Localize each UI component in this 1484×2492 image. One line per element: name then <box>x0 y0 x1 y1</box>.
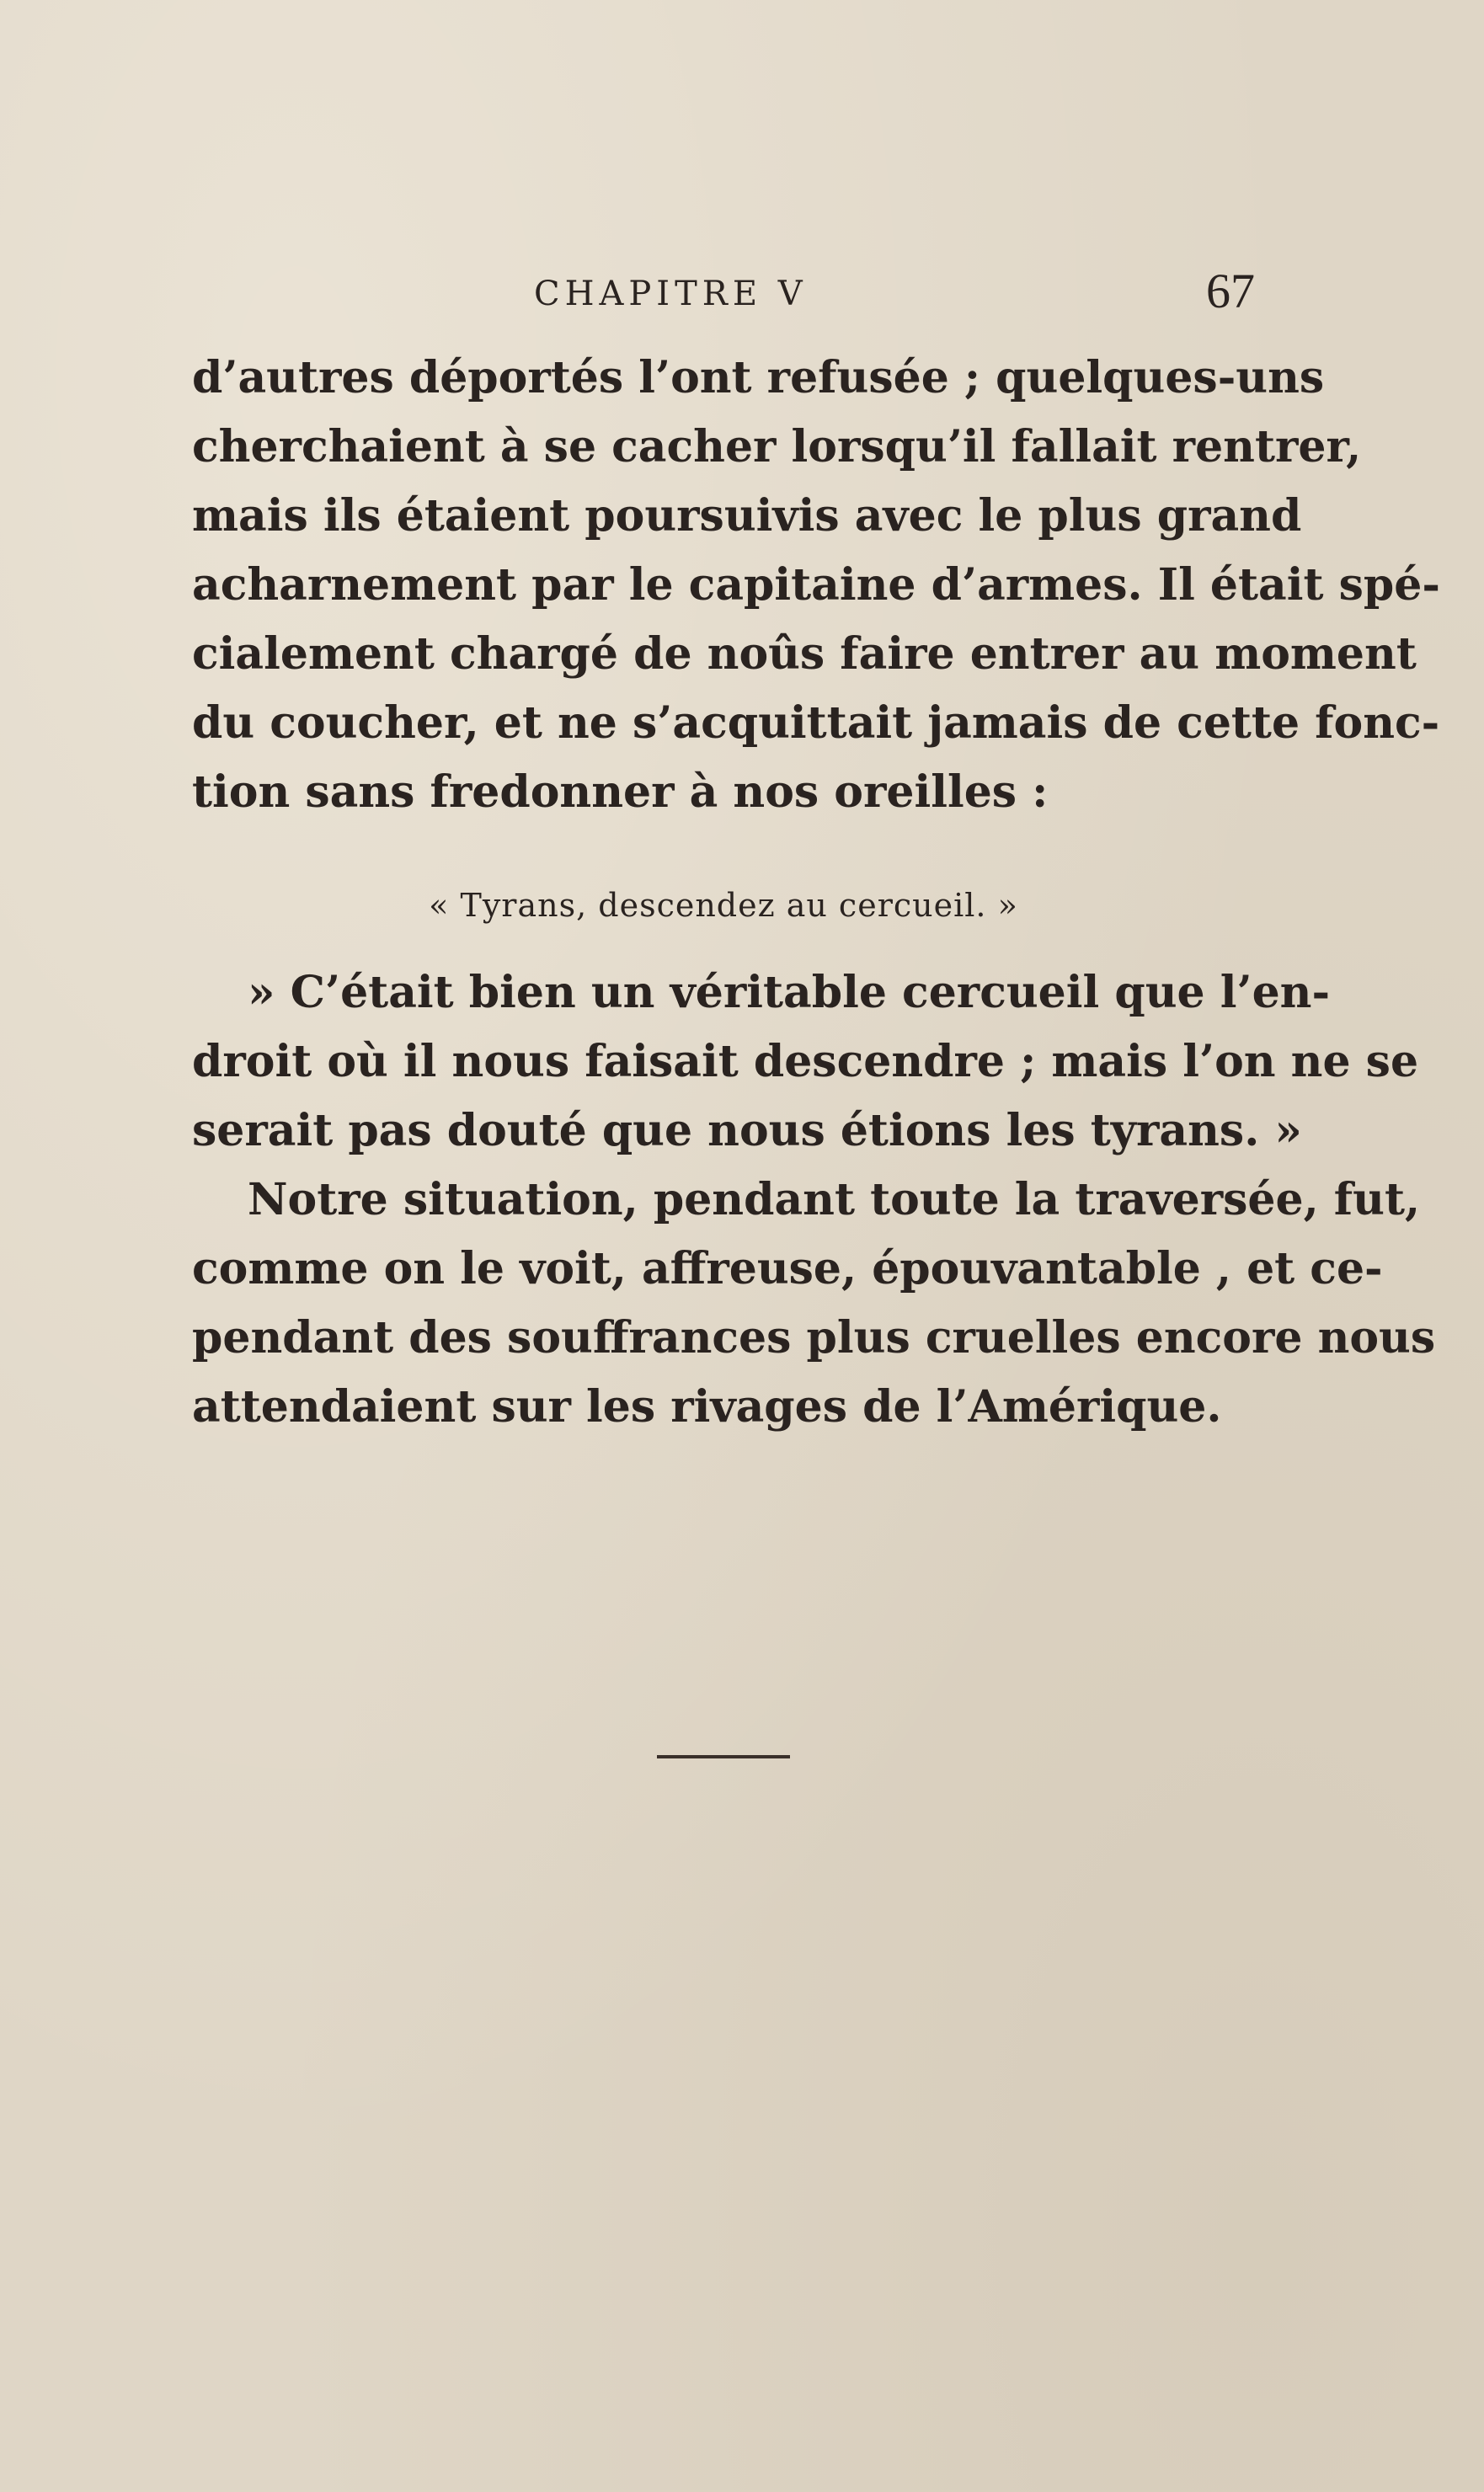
text-line: pendant des souffrances plus cruelles encore nous <box>192 1312 1436 1363</box>
body-text <box>192 344 1440 1442</box>
text-line: cherchaient à se cacher lorsqu’il fallait rentrer, <box>192 421 1362 472</box>
text-line: cialement chargé de noûs faire entrer au moment <box>192 628 1417 680</box>
section-end-rule <box>657 1755 790 1758</box>
text-line: Notre situation, pendant toute la traversée, fut, <box>248 1174 1421 1225</box>
text-line: acharnement par le capitaine d’armes. Il était spé- <box>192 559 1440 611</box>
text-line: du coucher, et ne s’acquittait jamais de cette fonc- <box>192 697 1440 749</box>
quoted-verse: « Tyrans, descendez au cercueil. » <box>429 887 1018 924</box>
text-line: serait pas douté que nous étions les tyrans. » <box>192 1105 1302 1156</box>
text-line: tion sans fredonner à nos oreilles : <box>192 766 1049 818</box>
running-head <box>192 259 1255 327</box>
text-line: attendaient sur les rivages de l’Amérique. <box>192 1381 1222 1433</box>
paragraph-2 <box>192 958 1419 1166</box>
text-line: d’autres déportés l’ont refusée ; quelques-uns <box>192 352 1325 403</box>
chapter-title: CHAPITRE V <box>534 275 808 313</box>
paragraph-1 <box>192 344 1440 827</box>
text-line: comme on le voit, affreuse, épouvantable , et ce- <box>192 1243 1383 1294</box>
page-number: 67 <box>1206 264 1255 318</box>
text-line: droit où il nous faisait descendre ; mais l’on ne se <box>192 1036 1419 1087</box>
paragraph-3 <box>192 1166 1436 1442</box>
text-line: mais ils étaient poursuivis avec le plus grand <box>192 490 1302 542</box>
text-line: » C’était bien un véritable cercueil que l’en- <box>248 967 1331 1018</box>
